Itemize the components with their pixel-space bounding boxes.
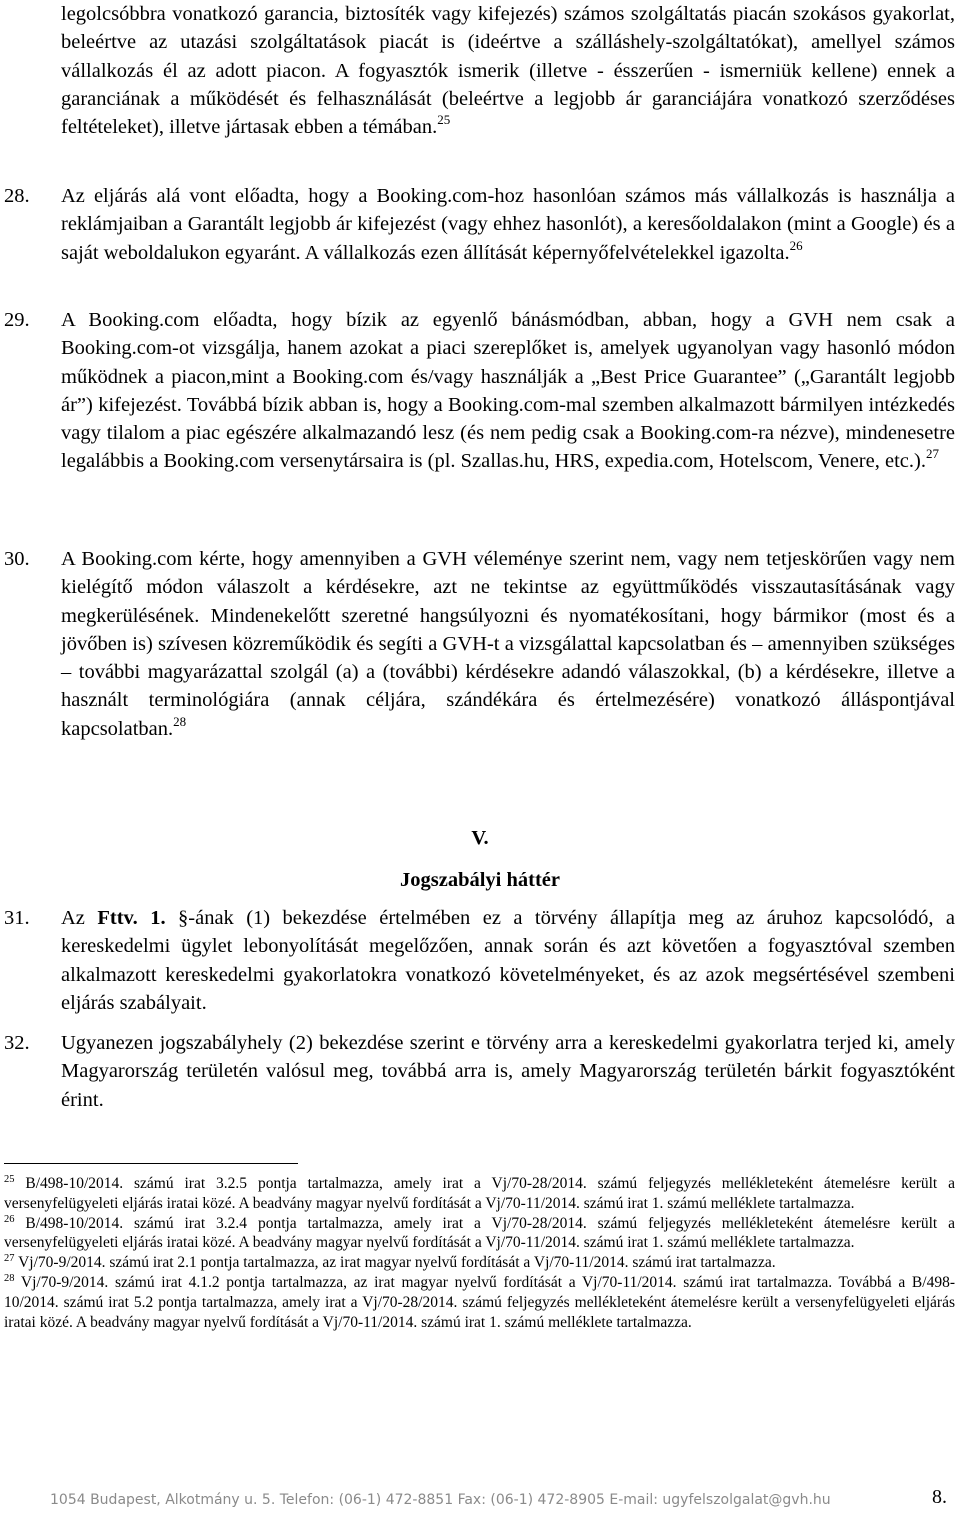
footnote-text: Vj/70-9/2014. számú irat 4.1.2 pontja tartalmazza, az irat magyar nyelvű fordítását a Vj/70-11/2014. számú irat tartalmazza. Továbbá a B/498-10/2014. számú irat 5.2 pontja tartalmazza, amely irat a Vj/70-28/2014. számú feljegyzés mellékleteként átemelésre került a versenyfelügyeleti eljárás iratai közé. A beadvány magyar nyelvű fordítását a Vj/70-11/2014. számú irat 1. számú melléklete tartalmazza. (4, 1273, 955, 1331)
paragraph-number: 28. (4, 185, 30, 207)
paragraph-text-before: Az (61, 907, 98, 929)
paragraph-body (61, 182, 955, 267)
paragraph-28 (4, 182, 955, 267)
footnote-ref[interactable]: 28 (173, 713, 187, 729)
continuation-text: legolcsóbbra vonatkozó garancia, biztosíték vagy kifejezés) számos szolgáltatás piacán szokásos gyakorlat, beleértve az utazási szolgáltatások piacát is (ideértve a szálláshely-szolgáltatókat), amellyel számos vállalkozás él az adott piacon. A fogyasztók ismerik (illetve - ésszerűen - ismerniük kellene) ennek a garanciának a működését és felhasználását (beleértve a legjobb ár garanciájára vonatkozó szerződéses feltételeket), illetve jártasak ebben a témában. (61, 3, 955, 139)
footnote-ref[interactable]: 27 (925, 446, 939, 462)
paragraph-30 (4, 545, 955, 743)
footnote-text: B/498-10/2014. számú irat 3.2.4 pontja tartalmazza, amely irat a Vj/70-28/2014. számú feljegyzés mellékleteként átemelésre került a versenyfelügyeleti eljárás iratai közé. A beadvány magyar nyelvű fordítását a Vj/70-11/2014. számú irat 1. számú melléklete tartalmazza. (4, 1214, 955, 1252)
footnote-26 (4, 1214, 955, 1254)
paragraph-text: A Booking.com előadta, hogy bízik az egyenlő bánásmódban, abban, hogy a GVH nem csak a Booking.com-ot vizsgálja, hanem azokat a piaci szereplőket is, amelyek ugyanolyan vagy hasonló módon működnek a piacon,mint a Booking.com és/vagy használják a „Best Price Guarantee” („Garantált legjobb ár”) kifejezést. Továbbá bízik abban is, hogy a Booking.com-mal szemben alkalmazott bármilyen intézkedés vagy tilalom a piac egészére alkalmazandó lesz (és nem pedig csak a Booking.com-ra nézve), mindenesetre legalábbis a Booking.com versenytársaira is (pl. Szallas.hu, HRS, expedia.com, Hotelscom, Venere, etc.). (61, 309, 955, 473)
footnote-number: 25 (4, 1174, 15, 1185)
footnote-25 (4, 1174, 955, 1214)
paragraph-body (61, 1029, 955, 1114)
footnote-number: 26 (4, 1213, 15, 1225)
paragraph-text: Az eljárás alá vont előadta, hogy a Booking.com-hoz hasonlóan számos más vállalkozás is használja a reklámjaiban a Garantált legjobb ár kifejezést (vagy ehhez hasonlót), a keresőoldalakon (mint a Google) és a saját weboldalukon egyaránt. A vállalkozás ezen állítását képernyőfelvételekkel igazolta. (61, 185, 955, 264)
footnote-number: 27 (4, 1253, 15, 1265)
footnote-ref[interactable]: 26 (789, 237, 803, 253)
paragraph-number: 29. (4, 309, 30, 331)
paragraph-body (61, 545, 955, 743)
footnote-ref[interactable]: 25 (437, 112, 451, 128)
paragraph-29 (4, 306, 955, 476)
footnote-number: 28 (4, 1272, 15, 1284)
paragraph-text: A Booking.com kérte, hogy amennyiben a GVH véleménye szerint nem, vagy nem tetjeskörűen vagy nem kielégítő módon válaszolt a kérdésekre, azt ne tekintse az együttműködés visszautasításának vagy megkerülésének. Mindenekelőtt szeretné hangsúlyozni és nyomatékosítani, hogy bármikor (most és a jövőben is) szívesen közreműködik és segíti a GVH-t a vizsgálattal kapcsolatban és – amennyiben szükséges – további magyarázattal szolgál (a) a (további) kérdésekre adandó válaszokkal, (b) a kérdésekre, illetve a használt terminológiára (annak céljára, szándékára és értelmezésére) vonatkozó álláspontjával kapcsolatban. (61, 548, 955, 740)
paragraph-number: 31. (4, 907, 30, 929)
paragraph-number: 30. (4, 548, 30, 570)
footnotes (4, 1174, 955, 1332)
paragraph-32 (4, 1029, 955, 1114)
paragraph-text: Ugyanezen jogszabályhely (2) bekezdése szerint e törvény arra a kereskedelmi gyakorlatra terjed ki, amely Magyarország területén valósul meg, továbbá arra is, amely Magyarország területén bárkit fogyasztóként érint. (61, 1032, 955, 1111)
law-reference: Fttv. 1. (97, 907, 166, 929)
footnote-separator (4, 1163, 298, 1164)
page-number: 8. (932, 1486, 947, 1508)
footnote-text: B/498-10/2014. számú irat 3.2.5 pontja tartalmazza, amely irat a Vj/70-28/2014. számú feljegyzés mellékleteként átemelésre került a versenyfelügyeleti eljárás iratai közé. A beadvány magyar nyelvű fordítását a Vj/70-11/2014. számú irat 1. számú melléklete tartalmazza. (4, 1175, 955, 1212)
paragraph-31 (4, 904, 955, 1017)
paragraph-text-after: §-ának (1) bekezdése értelmében ez a törvény állapítja meg az áruhoz kapcsolódó, a kereskedelmi ügylet lebonyolítását megelőzően, annak során és azt követően a fogyasztóval szemben alkalmazott kereskedelmi gyakorlatokra vonatkozó követelményeket, és az azok megsértésével szembeni eljárás szabályait. (61, 907, 956, 1014)
section-number: V. (471, 827, 489, 849)
page-footer: 1054 Budapest, Alkotmány u. 5. Telefon: (06-1) 472-8851 Fax: (06-1) 472-8905 E-mail: ugyfelszolgalat@gvh.hu (50, 1492, 831, 1508)
paragraph-body (61, 904, 955, 1017)
section-title: Jogszabályi háttér (400, 869, 560, 891)
paragraph-body (61, 306, 955, 476)
footnote-27 (4, 1253, 955, 1273)
continuation-paragraph (61, 0, 955, 141)
footnote-text: Vj/70-9/2014. számú irat 2.1 pontja tartalmazza, az irat magyar nyelvű fordítását a Vj/70-11/2014. számú irat tartalmazza. (18, 1254, 776, 1272)
paragraph-number: 32. (4, 1032, 30, 1054)
footnote-28 (4, 1273, 955, 1332)
